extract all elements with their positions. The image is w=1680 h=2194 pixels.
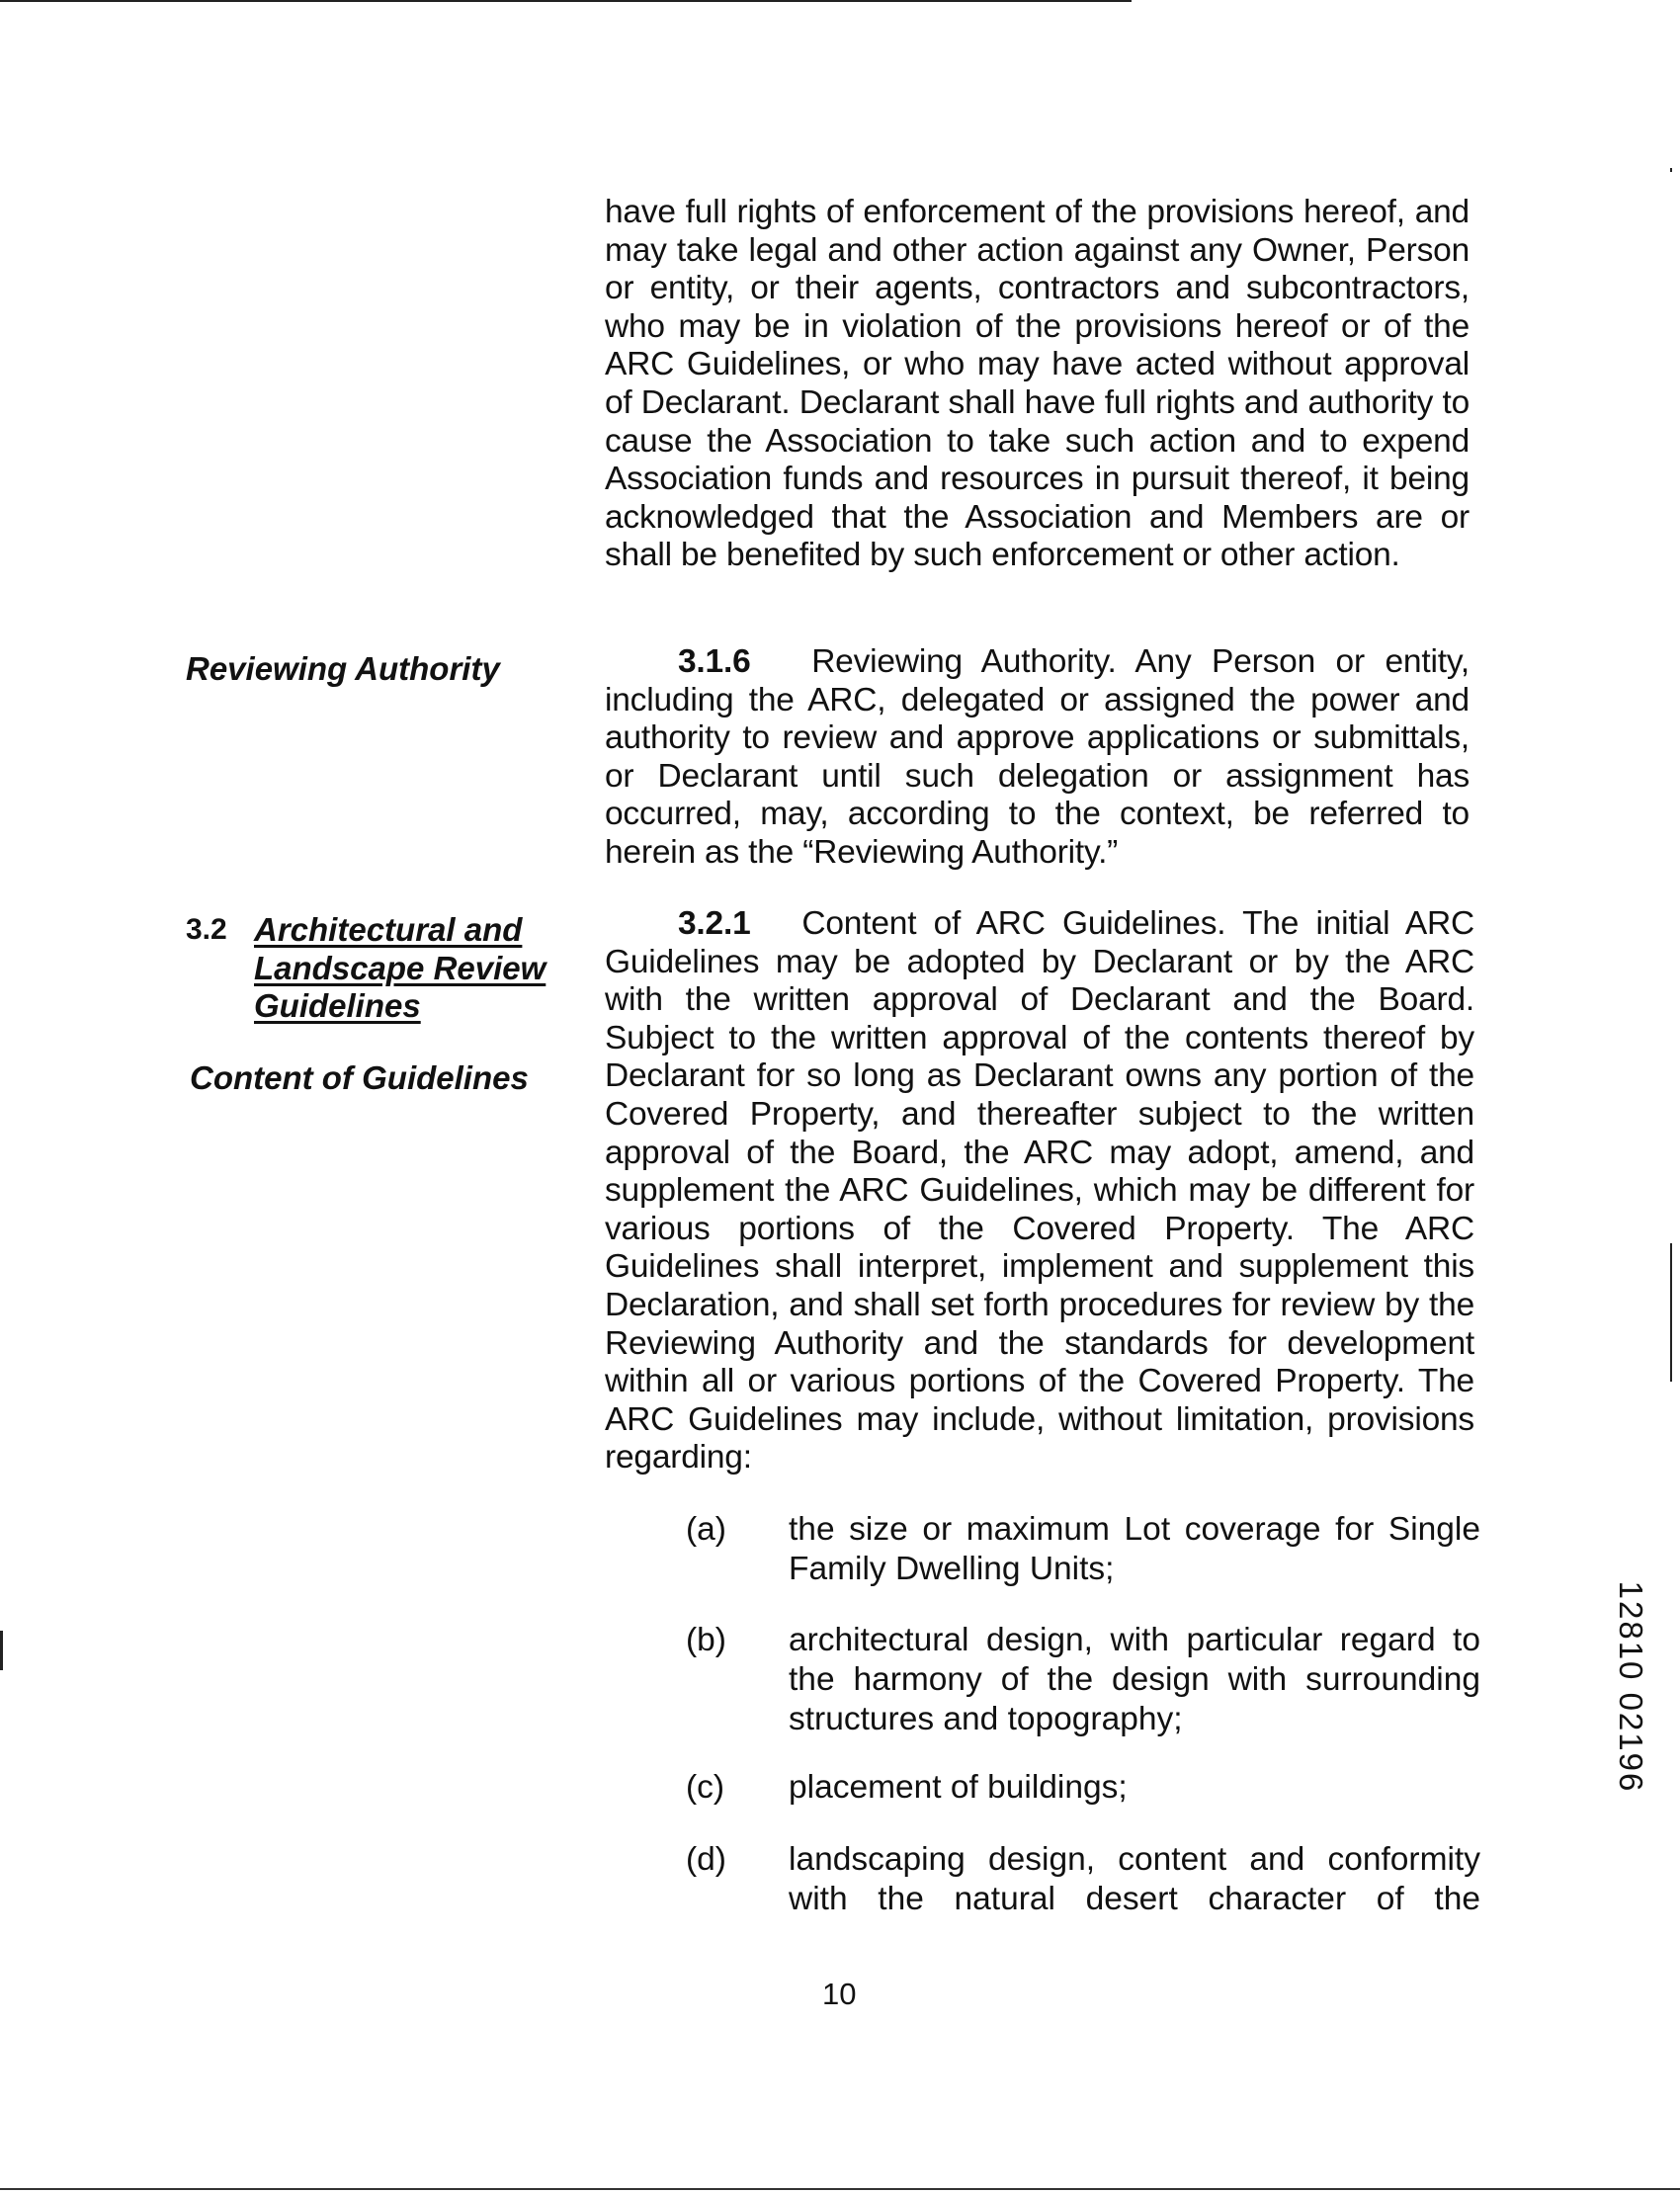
list-item-text: placement of buildings; — [789, 1769, 1128, 1806]
list-item-label: (b) — [686, 1622, 726, 1658]
page-number: 10 — [822, 1977, 857, 2011]
scan-edge-bar — [1670, 1243, 1672, 1382]
section-3-2-1-number: 3.2.1 — [678, 905, 751, 942]
section-3-2-1-text: Content of ARC Guidelines. The initial ARC Guidelines may be adopted by Declarant or by the ARC with the written approval of Declarant and the Board. Subject to the written approval of the contents thereof by Declarant for so long as Declarant owns any portion of the Covered Property, and thereafter subject to the written approval of the Board, the ARC may adopt, amend, and supplement the ARC Guidelines, which may be different for various portions of the Covered Property. The ARC Guidelines shall interpret, implement and supplement this Declaration, and shall set forth procedures for review by the Reviewing Authority and the standards for development within all or various portions of the Covered Property. The ARC Guidelines may include, without limitation, provisions regarding: — [605, 905, 1474, 1477]
margin-stamp-text: 12810 02196 — [1613, 1580, 1649, 1794]
scan-top-border — [0, 0, 1132, 2]
list-item-text: landscaping design, content and conformity with the natural desert character of the — [789, 1841, 1480, 1917]
list-item-text: architectural design, with particular regard to the harmony of the design with surrounding structures and topography; — [789, 1622, 1480, 1737]
continuation-paragraph: have full rights of enforcement of the provisions hereof, and may take legal and other action against any Owner, Person or entity, or their agents, contractors and subcontractors, who may be in violation of the provisions hereof or of the ARC Guidelines, or who may have acted without approval of Declarant. Declarant shall have full rights and authority to cause the Association to take such action and to expend Association funds and resources in pursuit thereof, it being acknowledged that the Association and Members are or shall be benefited by such enforcement or other action. — [605, 194, 1470, 574]
section-3-1-6-text: Reviewing Authority. Any Person or entity, including the ARC, delegated or assigned the power and authority to review and approve applications or submittals, or Declarant until such delegation or assignment has occurred, may, according to the context, be referred to herein as the “Reviewing Authority.” — [605, 643, 1470, 871]
section-3-1-6-number: 3.1.6 — [678, 643, 751, 680]
scan-left-mark — [0, 1631, 3, 1670]
list-item-label: (a) — [686, 1511, 726, 1548]
list-item-text: the size or maximum Lot coverage for Single Family Dwelling Units; — [789, 1511, 1480, 1587]
section-3-2-title — [254, 911, 546, 1026]
section-3-2-1-paragraph — [605, 905, 1474, 1477]
list-item-label: (d) — [686, 1841, 726, 1878]
section-3-2-title-line: Landscape Review — [254, 949, 546, 986]
side-heading-content-of-guidelines: Content of Guidelines — [190, 1059, 529, 1096]
section-3-1-6-paragraph — [605, 643, 1470, 873]
margin-stamp — [1611, 1580, 1650, 1794]
section-3-2-number: 3.2 — [186, 913, 227, 946]
section-3-2-title-line: Guidelines — [254, 987, 421, 1025]
side-heading-reviewing-authority: Reviewing Authority — [186, 650, 500, 687]
list-item-label: (c) — [686, 1769, 725, 1806]
scan-bottom-border — [0, 2188, 1680, 2190]
section-3-2-title-line: Architectural and — [254, 911, 523, 948]
scan-edge-mark — [1670, 168, 1672, 172]
